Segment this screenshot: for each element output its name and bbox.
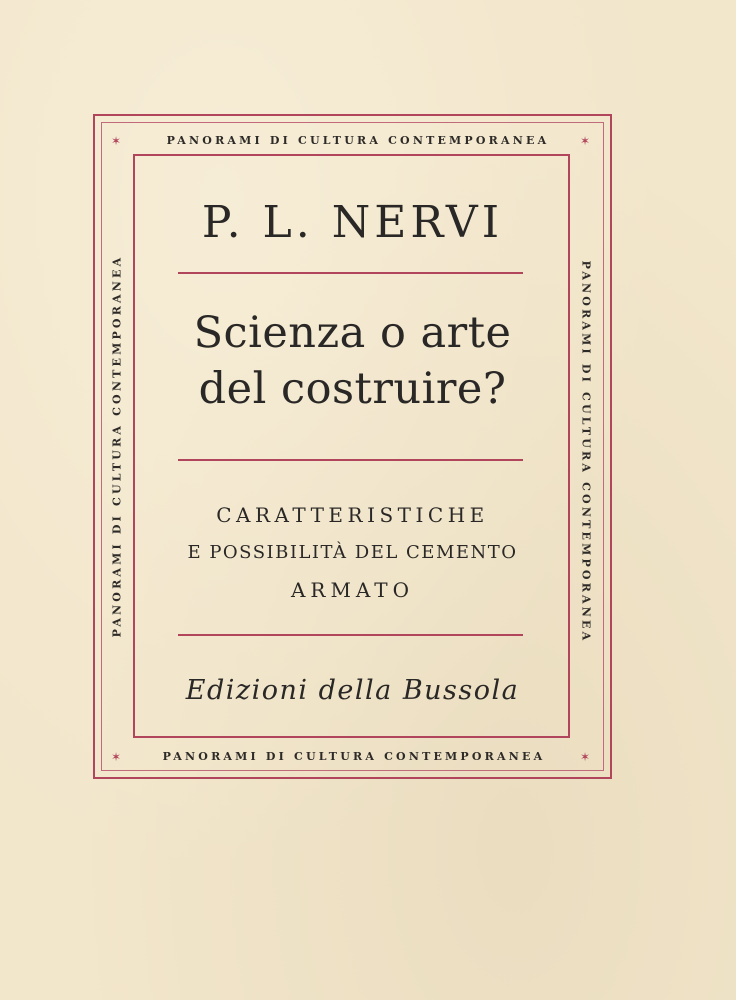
series-name-left: PANORAMI DI CULTURA CONTEMPORANEA [110, 254, 124, 638]
book-title [136, 305, 569, 417]
subtitle-line-1: CARATTERISTICHE [216, 503, 489, 527]
title-line-2: del costruire? [198, 364, 507, 414]
divider-rule [178, 634, 523, 636]
subtitle-line-3: ARMATO [290, 578, 415, 602]
author-name: P. L. NERVI [201, 197, 504, 248]
divider-rule [178, 272, 523, 274]
series-name-top: PANORAMI DI CULTURA CONTEMPORANEA [166, 134, 550, 147]
subtitle-line-2: E POSSIBILITÀ DEL CEMENTO [187, 542, 518, 563]
star-ornament-icon: ✶ [111, 750, 122, 764]
divider-rule [178, 459, 523, 461]
title-line-1: Scienza o arte [193, 308, 512, 358]
star-ornament-icon: ✶ [580, 750, 591, 764]
series-name-right: PANORAMI DI CULTURA CONTEMPORANEA [579, 260, 593, 644]
star-ornament-icon: ✶ [580, 134, 591, 148]
star-ornament-icon: ✶ [111, 134, 122, 148]
publisher-name: Edizioni della Bussola [185, 675, 520, 706]
series-name-bottom: PANORAMI DI CULTURA CONTEMPORANEA [162, 750, 546, 763]
